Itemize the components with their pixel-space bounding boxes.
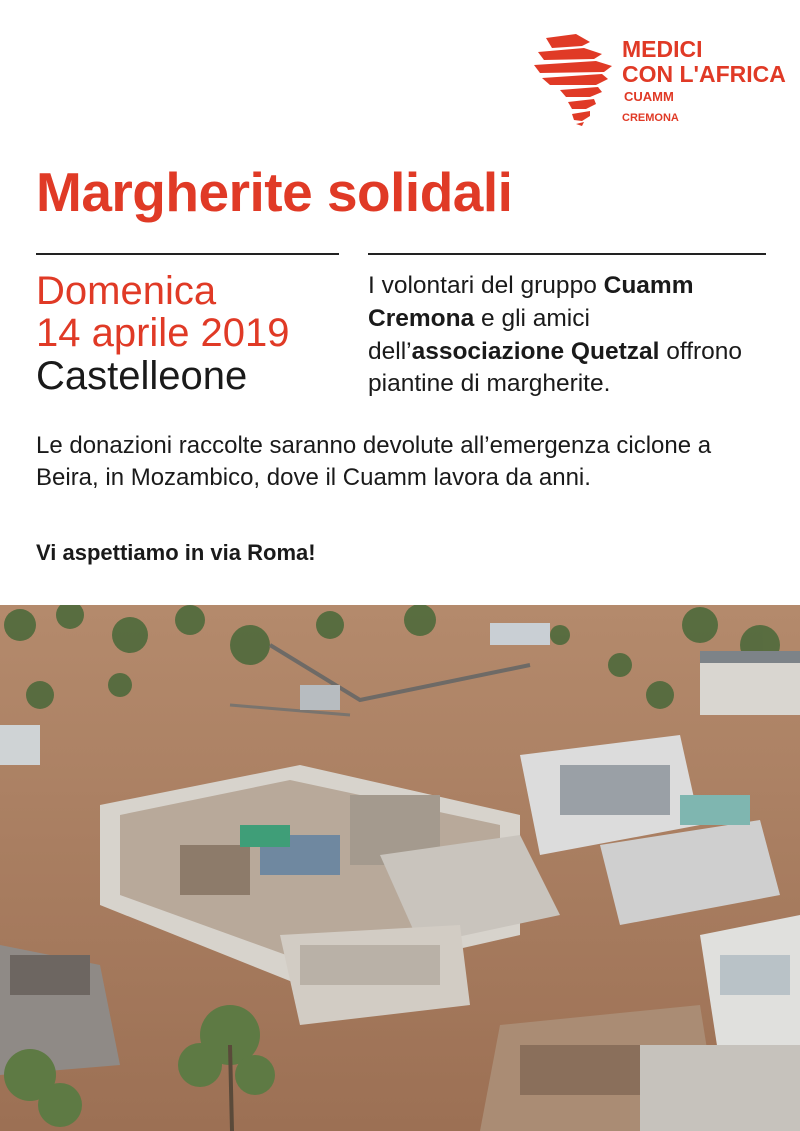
event-place: Castelleone [36, 353, 248, 398]
call-to-action: Vi aspettiamo in via Roma! [36, 540, 316, 565]
donations-paragraph: Le donazioni raccolte saranno devolute all’emergenza ciclone a Beira, in Mozambico, dove il Cuamm lavora da anni. [36, 432, 712, 492]
intro-paragraph [368, 270, 788, 401]
event-date: 14 aprile 2019 [36, 311, 290, 356]
logo-line-medici: MEDICI [622, 36, 703, 62]
intro-bold-cuamm-cremona: Cuamm Cremona [368, 272, 694, 332]
event-day: Domenica [36, 269, 217, 313]
intro-text-3: offrono piantine di margherite. [368, 337, 743, 398]
medici-con-lafrica-logo [532, 30, 786, 130]
flood-illustration [0, 605, 800, 1131]
flood-aerial-photo [0, 605, 800, 1131]
intro-text-2: e gli amici dell’ [368, 304, 590, 365]
intro-bold-quetzal: associazione Quetzal [411, 337, 660, 365]
logo-line-cremona: CREMONA [622, 112, 679, 124]
africa-stripes-icon [532, 32, 614, 126]
page-title: Margherite solidali [36, 161, 513, 223]
intro-text-1: I volontari del gruppo [368, 272, 604, 299]
event-date-block [36, 270, 290, 397]
divider-right [368, 253, 766, 255]
logo-line-cuamm: CUAMM [624, 89, 674, 104]
divider-left [36, 253, 339, 255]
logo-line-con-lafrica: CON L'AFRICA [622, 61, 786, 87]
